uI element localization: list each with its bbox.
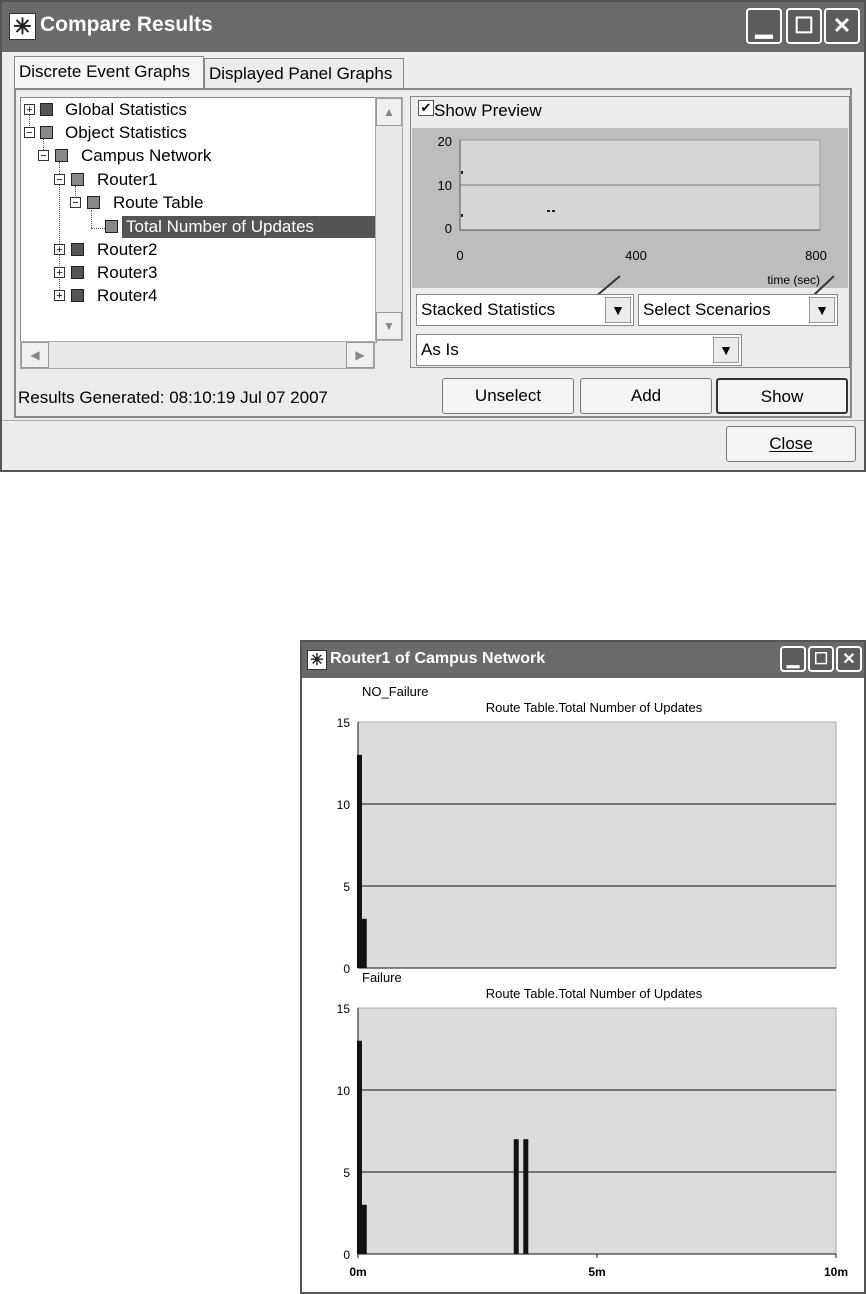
preview-data-point	[461, 171, 463, 174]
tree-label: Router1	[97, 170, 158, 189]
close-window-button[interactable]	[824, 8, 860, 44]
chart-subtitle: Route Table.Total Number of Updates	[485, 986, 703, 1001]
graph-area	[302, 678, 864, 1292]
checked-statistic-icon[interactable]	[105, 220, 118, 233]
x-tick-label: 5m	[588, 1265, 606, 1279]
folder-icon	[71, 243, 84, 256]
y-tick-label: 0	[343, 1248, 350, 1262]
y-tick-label: 15	[336, 716, 350, 730]
add-button[interactable]: Add	[580, 378, 712, 414]
minimize-icon: ▁	[755, 13, 773, 38]
tab-displayed-panel-graphs[interactable]: Displayed Panel Graphs	[204, 58, 404, 88]
dropdown-value: Select Scenarios	[643, 300, 771, 319]
chevron-down-icon[interactable]: ▼	[713, 337, 739, 363]
minimize-button[interactable]	[780, 646, 806, 672]
tab-discrete-event-graphs[interactable]: Discrete Event Graphs	[14, 56, 204, 89]
y-tick-label: 10	[336, 1084, 350, 1098]
preview-y-tick: 10	[437, 178, 452, 193]
expand-plus-icon[interactable]: +	[24, 104, 35, 115]
tree-item-router4[interactable]	[21, 285, 371, 307]
dropdown-value: As Is	[421, 340, 459, 359]
checkmark-icon: ✔	[420, 100, 432, 115]
window-title: Compare Results	[40, 13, 213, 36]
preview-x-tick: 0	[456, 248, 464, 263]
stacked-statistics-dropdown[interactable]	[416, 294, 634, 326]
chevron-down-icon[interactable]: ▼	[809, 297, 835, 323]
close-button-label: Close	[769, 434, 813, 453]
tree-item-global-statistics[interactable]	[21, 99, 371, 121]
scroll-right-arrow-icon[interactable]: ▶	[346, 342, 374, 368]
app-star-icon: ✳	[9, 13, 36, 40]
folder-icon	[71, 289, 84, 302]
preview-chart	[412, 128, 848, 288]
scroll-up-arrow-icon[interactable]: ▲	[376, 98, 402, 126]
collapse-minus-icon[interactable]: −	[70, 197, 81, 208]
tree-item-route-table[interactable]	[21, 192, 371, 214]
tree-item-object-statistics[interactable]	[21, 122, 371, 144]
collapse-minus-icon[interactable]: −	[38, 150, 49, 161]
tree-item-campus-network[interactable]	[21, 145, 371, 167]
expand-plus-icon[interactable]: +	[54, 267, 65, 278]
chart-subtitle: Route Table.Total Number of Updates	[485, 700, 703, 715]
collapse-minus-icon[interactable]: −	[54, 174, 65, 185]
graph-window	[300, 640, 866, 1294]
expand-plus-icon[interactable]: +	[54, 244, 65, 255]
show-button[interactable]: Show	[716, 378, 848, 414]
preview-data-point	[547, 210, 550, 212]
bar	[357, 755, 362, 968]
tree-item-router1[interactable]	[21, 169, 371, 191]
folder-icon	[71, 173, 84, 186]
scroll-down-arrow-icon[interactable]: ▼	[376, 312, 402, 340]
preview-x-tick: 400	[625, 248, 647, 263]
show-preview-checkbox[interactable]	[418, 100, 434, 116]
results-generated-text: Results Generated: 08:10:19 Jul 07 2007	[18, 388, 328, 407]
bar	[523, 1139, 528, 1254]
folder-icon	[71, 266, 84, 279]
filter-dropdown[interactable]	[416, 334, 742, 366]
preview-y-tick: 20	[437, 134, 452, 149]
preview-y-tick: 0	[444, 221, 452, 236]
show-preview-label: Show Preview	[434, 101, 542, 120]
minimize-button[interactable]	[746, 8, 782, 44]
tree-label: Global Statistics	[65, 100, 187, 119]
preview-data-point	[552, 210, 555, 212]
bar	[362, 1205, 367, 1254]
preview-data-point	[461, 214, 463, 217]
unselect-button[interactable]: Unselect	[442, 378, 574, 414]
tree-vertical-scrollbar[interactable]	[375, 97, 403, 341]
tree-label: Router4	[97, 286, 158, 305]
app-star-icon: ✳	[307, 650, 327, 670]
tree-item-router2[interactable]	[21, 239, 371, 261]
plot-background	[358, 722, 836, 968]
bar	[362, 919, 367, 968]
select-scenarios-dropdown[interactable]	[638, 294, 838, 326]
folder-icon	[40, 103, 53, 116]
tree-horizontal-scrollbar[interactable]	[20, 341, 375, 369]
tree-label: Route Table	[113, 193, 204, 212]
folder-icon	[40, 126, 53, 139]
tree-label: Campus Network	[81, 146, 212, 165]
dropdown-value: Stacked Statistics	[421, 300, 556, 319]
divider	[2, 420, 864, 421]
statistics-tree	[20, 97, 377, 343]
y-tick-label: 15	[336, 1002, 350, 1016]
x-tick-label: 0m	[349, 1265, 367, 1279]
close-icon: ✕	[842, 651, 856, 668]
maximize-icon: ☐	[794, 13, 814, 38]
chart-scenario-title: NO_Failure	[362, 684, 429, 699]
folder-icon	[55, 149, 68, 162]
y-tick-label: 5	[343, 1166, 350, 1180]
chart-scenario-title: Failure	[362, 970, 402, 985]
tree-label: Object Statistics	[65, 123, 187, 142]
tree-item-router3[interactable]	[21, 262, 371, 284]
tree-item-total-number-of-updates[interactable]	[21, 216, 376, 238]
x-tick-label: 10m	[823, 1265, 849, 1279]
tree-label: Total Number of Updates	[122, 216, 378, 238]
close-icon: ✕	[832, 13, 852, 38]
preview-x-axis-label: time (sec)	[767, 273, 820, 287]
plot-background	[358, 1008, 836, 1254]
y-tick-label: 10	[336, 798, 350, 812]
tree-label: Router2	[97, 240, 158, 259]
y-tick-label: 0	[343, 962, 350, 976]
maximize-button[interactable]	[786, 8, 822, 44]
collapse-minus-icon[interactable]: −	[24, 127, 35, 138]
chevron-down-icon[interactable]: ▼	[605, 297, 631, 323]
close-window-button[interactable]	[836, 646, 862, 672]
minimize-icon: ▁	[786, 651, 800, 668]
scroll-left-arrow-icon[interactable]: ◀	[21, 342, 49, 368]
title-bar[interactable]	[2, 2, 864, 52]
maximize-button[interactable]	[808, 646, 834, 672]
tree-label: Router3	[97, 263, 158, 282]
bar	[514, 1139, 519, 1254]
preview-x-tick: 800	[805, 248, 827, 263]
maximize-icon: ☐	[813, 651, 829, 668]
y-tick-label: 5	[343, 880, 350, 894]
window-title: Router1 of Campus Network	[330, 650, 546, 667]
title-bar[interactable]	[302, 642, 864, 678]
bar	[357, 1041, 362, 1254]
compare-results-window	[0, 0, 866, 472]
folder-icon	[87, 196, 100, 209]
expand-plus-icon[interactable]: +	[54, 290, 65, 301]
close-button[interactable]	[726, 426, 856, 462]
